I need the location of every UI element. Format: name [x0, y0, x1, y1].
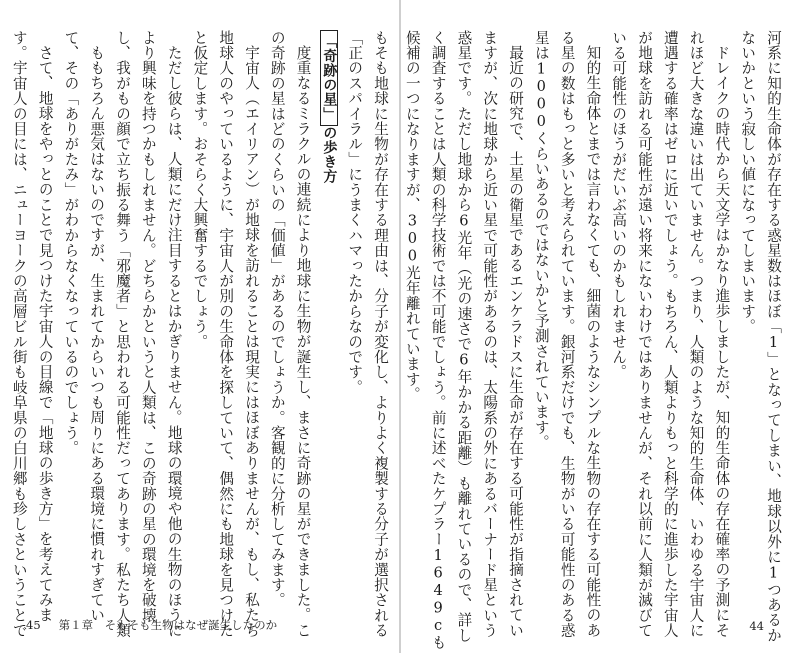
body-line: 惑星です。ただし地球から6光年（光の速さで6年かかる距離）も離れているので、詳し: [455, 30, 473, 643]
body-line: さて、地球をやっとのことで見つけた宇宙人の目線で「地球の歩き方」を考えてみま: [36, 44, 54, 623]
body-line: の奇跡の星はどのくらいの「価値」があるのでしょうか。客観的に分析してみます。: [268, 30, 286, 608]
body-line: と仮定します。おそらく大興奮するでしょう。: [191, 30, 209, 350]
body-line: ドレイクの時代から天文学はかなり進歩しましたが、知的生命体の存在確率の予測にそ: [713, 44, 731, 638]
left-folio: [26, 617, 277, 633]
body-line: 度重なるミラクルの連続により地球に生物が誕生し、まさに奇跡の星ができました。こ: [294, 44, 312, 638]
body-line: ただし彼らは、人類にだけ注目するとはかぎりません。地球の環境や他の生物のほうに: [165, 44, 183, 638]
body-line: 遭遇する確率はゼロに近いでしょう。もちろん、人類よりもっと科学的に進歩した宇宙人: [661, 30, 679, 638]
body-line: 候補の一つになりますが、300光年離れています。: [403, 30, 421, 402]
body-line: 最近の研究で、土星の衛星であるエンケラドスに生命が存在する可能性が指摘されてい: [507, 44, 525, 638]
body-line: す。宇宙人の目には、ニューヨークの高層ビル街も岐阜県の白川郷も珍しさということで: [10, 30, 28, 638]
section-heading-rest: の歩き方: [321, 125, 338, 185]
page-number: 45: [26, 618, 41, 632]
body-line: し、我がもの顔で立ち振る舞う「邪魔者」と思われる可能性だってあります。私たち人類: [114, 30, 132, 638]
body-line: いる可能性のほうがだいぶ高いのかもしれません。: [610, 30, 628, 380]
body-line: が地球を訪れる可能性が遠い将来にないわけではありませんが、それ以前に人類が滅びて: [636, 30, 654, 638]
body-line: 「正のスパイラル」にうまくハマったからなのです。: [346, 30, 364, 395]
right-folio: [749, 619, 764, 633]
body-line: 知的生命体とまでは言わなくても、細菌のようなシンプルな生物の存在する可能性のあ: [584, 44, 602, 638]
section-heading: [316, 30, 342, 602]
body-line: れほど大きな違いは出ていません。つまり、人類のような知的生命体、いわゆる宇宙人に: [687, 30, 705, 638]
body-line: て、その「ありがたみ」がわからなくなっているのでしょう。: [62, 30, 80, 456]
body-line: ももちろん悪気はないのですが、生まれてからいつも周りにある環境に慣れすぎてい: [88, 44, 106, 623]
page-number: 44: [749, 619, 764, 633]
body-line: より興味を持つかもしれません。どちらかというと人類は、この奇跡の星の環境を破壊: [139, 30, 157, 623]
body-line: く調査することは人類の科学技術では不可能でしょう。前に述べたケプラー1649cも: [429, 30, 447, 650]
body-line: 河系に知的生命体が存在する惑星数はほぼ「1」となってしまい、地球以外に1つあるか: [765, 30, 782, 643]
left-page: [0, 0, 399, 653]
section-heading-boxed: 「奇跡の星」: [320, 30, 338, 126]
body-line: ないかという寂しい値になってしまいます。: [739, 30, 757, 334]
body-line: ますが、次に地球から近い星で可能性があるのは、太陽系の外にあるバーナード星という: [481, 30, 499, 638]
body-line: る星の数はもっと多いと考えられています。銀河系だけでも、生物がいる可能性のある惑: [558, 30, 576, 638]
body-line: もそも地球に生物が存在する理由は、分子が変化し、よりよく複製する分子が選択される: [372, 30, 389, 638]
body-line: 星は1000くらいあるのではないかと予測されています。: [532, 30, 550, 450]
right-page: [401, 0, 800, 653]
body-line: 地球人のやっているように、宇宙人が別の生命体を探していて、偶然にも地球を見つけた: [217, 30, 235, 638]
body-line: 宇宙人（エイリアン）が地球を訪れることは現実にはほぼありませんが、もし、私たち: [243, 44, 261, 638]
running-chapter-title: 第１章 そもそも生物はなぜ誕生したのか: [58, 618, 278, 632]
